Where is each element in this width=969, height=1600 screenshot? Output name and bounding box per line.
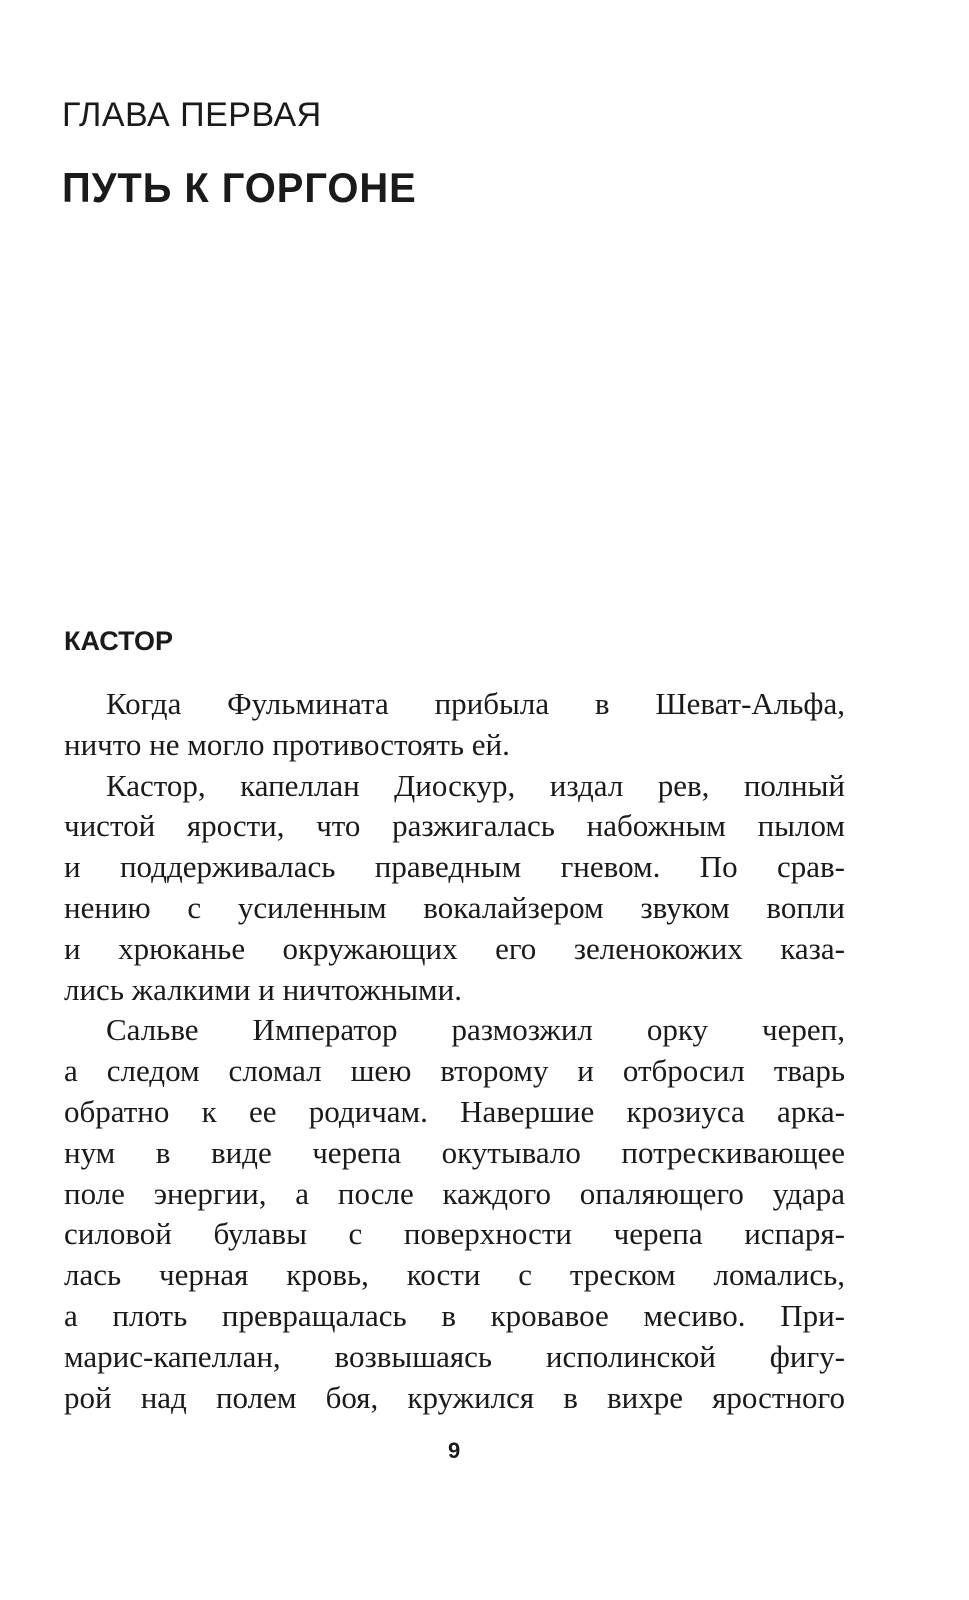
text-line: нум в виде черепа окутывало потрескивающее: [64, 1134, 845, 1170]
chapter-label: ГЛАВА ПЕРВАЯ: [62, 96, 322, 134]
text-line: а плоть превращалась в кровавое месиво. При-: [64, 1297, 845, 1333]
body-text: [64, 684, 845, 1418]
text-line: марис-капеллан, возвышаясь исполинской фигу-: [64, 1338, 845, 1374]
text-line: лась черная кровь, кости с треском ломались,: [64, 1257, 845, 1293]
text-line: Кастор, капеллан Диоскур, издал рев, полный: [106, 767, 845, 803]
text-line: и хрюканье окружающих его зеленокожих каза-: [64, 930, 845, 966]
text-line: лись жалкими и ничтожными.: [64, 971, 463, 1007]
text-line: Когда Фульмината прибыла в Шеват-Альфа,: [106, 686, 845, 721]
text-line: а следом сломал шею второму и отбросил тварь: [64, 1053, 845, 1089]
text-line: чистой ярости, что разжигалась набожным пылом: [64, 808, 845, 844]
text-line: обратно к ее родичам. Навершие крозиуса арка-: [64, 1093, 845, 1129]
text-line: поле энергии, а после каждого опаляющего удара: [64, 1175, 845, 1211]
text-line: рой над полем боя, кружился в вихре яростного: [64, 1379, 845, 1415]
text-line: силовой булавы с поверхности черепа испаря-: [64, 1216, 845, 1252]
page-number: 9: [448, 1438, 461, 1463]
text-line: нению с усиленным вокалайзером звуком вопли: [64, 889, 845, 925]
text-line: Сальве Император размозжил орку череп,: [106, 1012, 845, 1048]
section-title: КАСТОР: [64, 626, 173, 656]
chapter-title: ПУТЬ К ГОРГОНЕ: [62, 164, 417, 211]
text-line: и поддерживалась праведным гневом. По срав-: [64, 849, 845, 885]
text-line: ничто не могло противостоять ей.: [64, 726, 510, 762]
